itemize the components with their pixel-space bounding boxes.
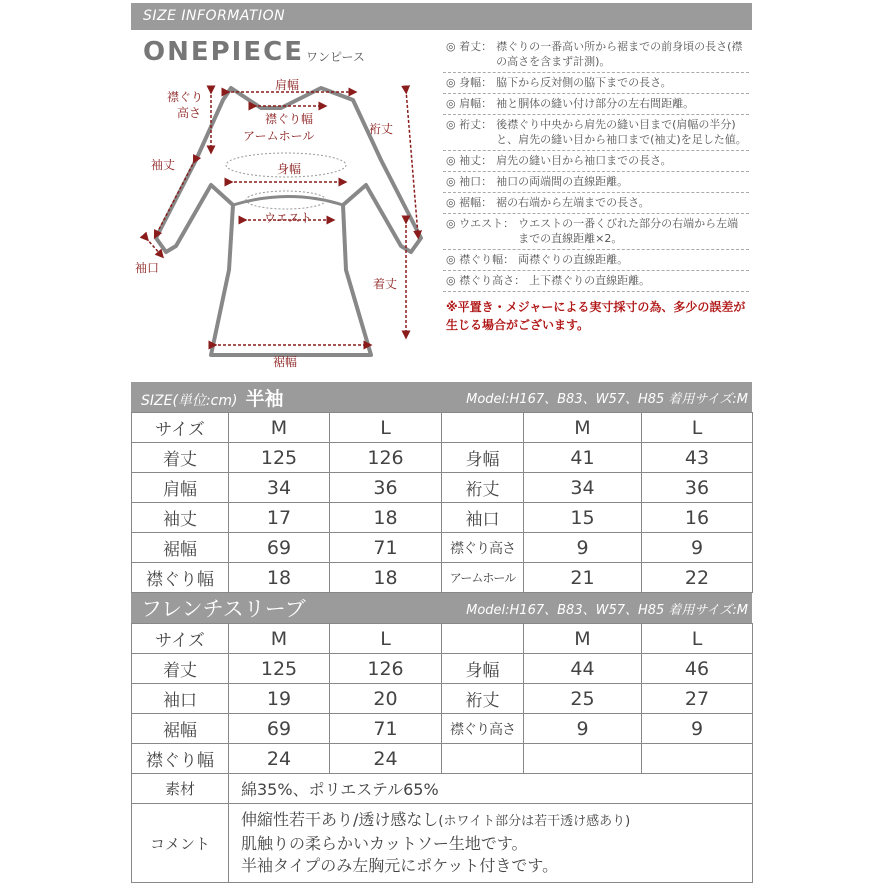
comment-row	[132, 804, 753, 883]
table-cell: 身幅	[442, 443, 524, 473]
table-cell: 126	[330, 443, 442, 473]
table-cell	[442, 744, 524, 774]
label-armhole: アームホール	[243, 129, 315, 143]
table-cell: 125	[229, 654, 330, 684]
table-cell: 袖口	[132, 684, 229, 714]
label-sleeve-length: 袖丈	[151, 158, 176, 172]
table-cell: 襟ぐり高さ	[442, 533, 524, 563]
table-cell: 34	[524, 473, 642, 503]
table-cell: 襟ぐり幅	[132, 563, 229, 593]
label-length: 着丈	[373, 277, 398, 291]
comment-label: コメント	[132, 804, 229, 883]
table-cell: 裄丈	[442, 473, 524, 503]
table-cell: 9	[524, 533, 642, 563]
size-info-panel	[131, 0, 752, 890]
table-cell: 襟ぐり幅	[132, 744, 229, 774]
section1-name: 半袖	[245, 387, 284, 410]
table-cell	[642, 744, 753, 774]
section1-model: Model:H167、B83、W57、H85 着用サイズ:M	[466, 391, 748, 407]
comment-line-2: 肌触りの柔らかいカットソー生地です。	[241, 834, 528, 853]
definition-item: ◎ 肩幅： 袖と胴体の縫い付け部分の左右間距離。	[443, 94, 749, 115]
definition-item: ◎ 袖丈： 肩先の縫い目から袖口までの長さ。	[443, 151, 749, 172]
section2-header	[131, 593, 752, 623]
table-cell: 24	[229, 744, 330, 774]
table-cell: サイズ	[132, 413, 229, 443]
table-cell	[442, 413, 524, 443]
table-cell: 71	[330, 714, 442, 744]
table-cell: 34	[229, 473, 330, 503]
material-row	[132, 774, 753, 804]
table-cell: M	[229, 624, 330, 654]
table-cell: 18	[330, 503, 442, 533]
table-cell: 71	[330, 533, 442, 563]
table-cell: 裄丈	[442, 684, 524, 714]
label-neck-height-1: 襟ぐり	[167, 90, 204, 104]
table-cell: L	[642, 413, 753, 443]
table-header-row	[132, 624, 753, 654]
table-cell	[524, 744, 642, 774]
table-cell: 125	[229, 443, 330, 473]
table-cell: 21	[524, 563, 642, 593]
table-cell: 18	[330, 563, 442, 593]
label-neck-width: 襟ぐり幅	[265, 112, 314, 126]
table-cell: M	[524, 413, 642, 443]
section2-model: Model:H167、B83、W57、H85 着用サイズ:M	[466, 602, 748, 618]
table-cell: 9	[642, 533, 753, 563]
table-cell: 43	[642, 443, 753, 473]
table-cell: 裾幅	[132, 533, 229, 563]
table-cell: M	[524, 624, 642, 654]
definition-item: ◎ 袖口： 袖口の両端間の直線距離。	[443, 172, 749, 193]
table-cell: 17	[229, 503, 330, 533]
comment-line-1-note: (ホワイト部分は若干透け感あり)	[438, 814, 631, 829]
table-cell: 25	[524, 684, 642, 714]
table-cell: 9	[524, 714, 642, 744]
table-cell: サイズ	[132, 624, 229, 654]
table-row	[132, 473, 753, 503]
table-cell: 身幅	[442, 654, 524, 684]
label-cuff: 袖口	[135, 261, 160, 275]
table-row	[132, 744, 753, 774]
table-cell: L	[330, 624, 442, 654]
label-neck-height-2: 高さ	[177, 106, 202, 120]
label-yuki: 裄丈	[369, 122, 394, 136]
table-cell: 22	[642, 563, 753, 593]
table-cell: 袖丈	[132, 503, 229, 533]
table-cell: L	[642, 624, 753, 654]
table-cell: 裾幅	[132, 714, 229, 744]
table-cell: 袖口	[442, 503, 524, 533]
table-header-row	[132, 413, 753, 443]
table-cell: M	[229, 413, 330, 443]
measurement-warning: ※平置き・メジャーによる実寸採寸の為、多少の誤差が生じる場合がございます。	[446, 300, 746, 332]
table-row	[132, 533, 753, 563]
table-cell: 16	[642, 503, 753, 533]
size-information-header	[131, 3, 752, 30]
table-cell: 24	[330, 744, 442, 774]
section2-size-table	[131, 623, 753, 774]
table-cell: 41	[524, 443, 642, 473]
diagram-subtitle: ワンピース	[306, 50, 365, 64]
definitions-list	[443, 37, 749, 334]
comment-line-1: 伸縮性若干あり/透け感なし(ホワイト部分は若干透け感あり)	[241, 810, 631, 829]
table-cell: 19	[229, 684, 330, 714]
table-cell: 18	[229, 563, 330, 593]
table-cell: 44	[524, 654, 642, 684]
table-cell: 69	[229, 714, 330, 744]
table-cell: 46	[642, 654, 753, 684]
section2-name: フレンチスリーブ	[141, 597, 306, 621]
table-cell: 15	[524, 503, 642, 533]
table-row	[132, 443, 753, 473]
label-hem: 裾幅	[273, 355, 298, 369]
definition-item: ◎ 裾幅： 裾の右端から左端までの長さ。	[443, 193, 749, 214]
definition-item: ◎ ウエスト： ウエストの一番くびれた部分の右端から左端までの直線距離×2。	[443, 214, 749, 250]
table-row	[132, 563, 753, 593]
material-value: 綿35%、ポリエステル65%	[229, 774, 753, 804]
table-cell: 肩幅	[132, 473, 229, 503]
table-cell: 126	[330, 654, 442, 684]
definition-item: ◎ 身幅： 脇下から反対側の脇下までの長さ。	[443, 73, 749, 94]
definition-item: ◎ 襟ぐり高さ： 上下襟ぐりの直線距離。	[443, 271, 749, 292]
table-row	[132, 654, 753, 684]
comment-line-3: 半袖タイプのみ左胸元にポケット付きです。	[241, 856, 559, 875]
table-cell: L	[330, 413, 442, 443]
comment-value	[229, 804, 753, 883]
table-cell: 着丈	[132, 443, 229, 473]
material-comment-table	[131, 773, 753, 883]
diagram-title: ONEPIECE	[143, 37, 304, 67]
material-label: 素材	[132, 774, 229, 804]
section1-size-table	[131, 412, 753, 593]
table-row	[132, 503, 753, 533]
definition-item: ◎ 着丈： 襟ぐりの一番高い所から裾までの前身頃の長さ(襟の高さを含まず計測)。	[443, 37, 749, 73]
table-cell: 36	[642, 473, 753, 503]
label-shoulder: 肩幅	[275, 78, 300, 92]
table-cell: 9	[642, 714, 753, 744]
table-cell: アームホール	[442, 563, 524, 593]
header-title: SIZE INFORMATION	[143, 8, 286, 24]
table-cell: 20	[330, 684, 442, 714]
table-cell: 27	[642, 684, 753, 714]
table-cell	[442, 624, 524, 654]
section1-unit-label: SIZE(単位:cm)	[141, 392, 238, 409]
table-row	[132, 684, 753, 714]
section1-header	[131, 382, 752, 412]
table-cell: 36	[330, 473, 442, 503]
table-row	[132, 714, 753, 744]
table-cell: 69	[229, 533, 330, 563]
label-chest: 身幅	[277, 162, 302, 176]
label-waist: ウエスト	[264, 211, 313, 225]
definition-item: ◎ 裄丈： 後襟ぐり中央から肩先の縫い目まで(肩幅の半分)と、肩先の縫い目から袖口まで(袖丈)を足した値。	[443, 115, 749, 151]
table-cell: 襟ぐり高さ	[442, 714, 524, 744]
table-cell: 着丈	[132, 654, 229, 684]
definition-item: ◎ 襟ぐり幅： 両襟ぐりの直線距離。	[443, 250, 749, 271]
